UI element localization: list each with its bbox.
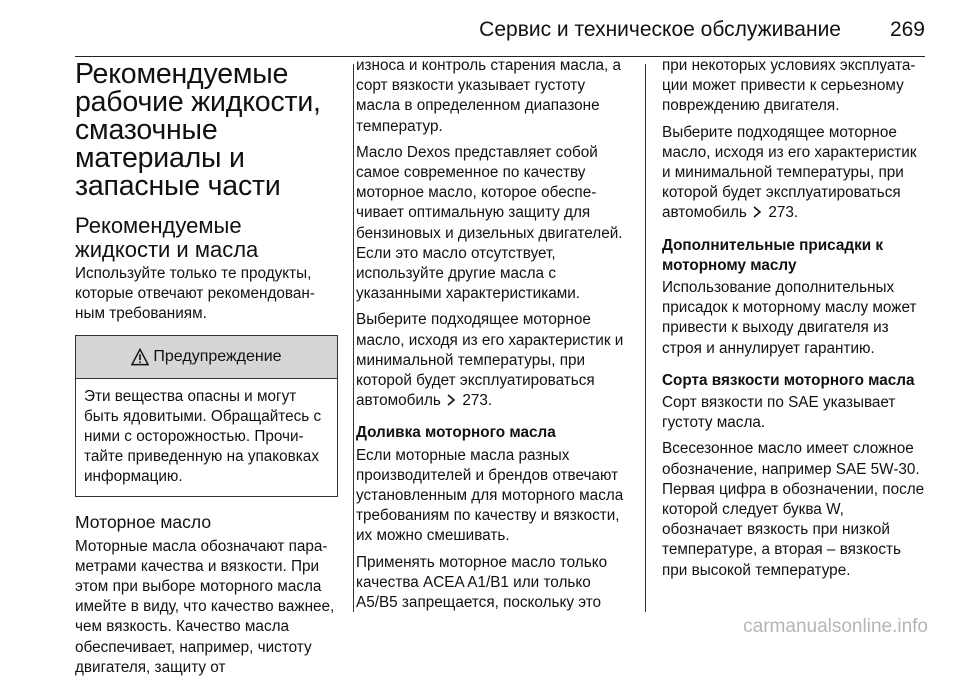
head-oil-additives: Дополнительные присадки к моторному маслу (662, 236, 884, 274)
paragraph: при некоторых условиях эксплуатации может привести к серьезному повреждению двигателя. (662, 57, 916, 115)
warning-triangle-icon (131, 348, 149, 366)
column-middle (356, 56, 632, 619)
paragraph-text: Выберите подходящее моторное масло, исходя из его характеристик и минимальной температуры, при которой будет эксплуатироваться автомобиль (662, 123, 917, 222)
page-reference[interactable]: 273. (462, 392, 493, 410)
head-viscosity-grades: Сорта вязкости моторного масла (662, 371, 915, 389)
page-number: 269 (889, 18, 925, 41)
intro-paragraph: Используйте только те продукты, которые отвечают рекомендованным требованиям. (75, 265, 315, 323)
column-right (662, 56, 927, 587)
sub-title: Рекомендуемые жидкости и масла (75, 213, 259, 262)
header-title: Сервис и техническое обслуживание (479, 18, 841, 41)
warning-body (76, 379, 337, 496)
page-reference[interactable]: 273. (768, 204, 799, 222)
warning-box (75, 335, 338, 497)
column-left (75, 56, 338, 684)
paragraph: Всесезонное масло имеет сложное обозначение, например SAE 5W-30. Первая цифра в обозначении, после которой следует буква W, обозначает вязкость при низкой температуре, а вторая – вязкость при высокой температуре. (662, 440, 925, 579)
column-divider (353, 64, 354, 612)
page-reference-icon[interactable] (752, 206, 763, 218)
paragraph: Использование дополнительных присадок к моторному маслу может привести к выходу двигателя из строя и аннулирует гарантию. (662, 279, 917, 357)
warning-text: Эти вещества опасны и могут быть ядовитыми. Обращайтесь с ними с осторожностью. Прочитайте приведенную на упаковках информацию. (84, 387, 322, 486)
paragraph-text: Выберите подходящее моторное масло, исходя из его характеристик и минимальной температуры, при которой будет эксплуатироваться автомобиль (356, 311, 624, 410)
main-title: Рекомендуемые рабочие жидкости, смазочные материалы и запасные части (75, 58, 321, 202)
warning-title: Предупреждение (153, 347, 282, 365)
engine-oil-paragraph: Моторные масла обозначают параметрами качества и вязкости. При этом при выборе моторного масла имейте в виду, что качество важнее, чем вязкость. Качество масла обеспечивает, например, чистоту двигателя, защиту от (75, 537, 335, 676)
column-divider (645, 64, 646, 612)
paragraph: Сорт вязкости по SAE указывает густоту масла. (662, 394, 896, 432)
paragraph-with-ref (662, 123, 927, 224)
section-title-engine-oil: Моторное масло (75, 511, 212, 532)
paragraph: износа и контроль старения масла, а сорт вязкости указывает густоту масла в определенном диапазоне температур. (356, 57, 622, 135)
paragraph: Применять моторное масло только качества ACEA A1/B1 или только A5/B5 запрещается, поскольку это (356, 553, 608, 612)
watermark: carmanualsonline.info (743, 616, 928, 637)
paragraph: Масло Dexos представляет собой самое современное по качеству моторное масло, которое обеспечивает оптимальную защиту для бензиновых и дизельных двигателей. Если это масло отсутствует, используйте другие масла с указанными характеристиками. (356, 143, 623, 303)
page-header (75, 0, 925, 57)
paragraph-with-ref (356, 310, 632, 411)
warning-header (76, 336, 337, 379)
page-reference-icon[interactable] (446, 394, 457, 406)
paragraph: Если моторные масла разных производителей и брендов отвечают установленным для моторного масла требованиям по качеству и вязкости, их можно смешивать. (356, 446, 624, 545)
head-topping-up-oil: Доливка моторного масла (356, 424, 556, 442)
